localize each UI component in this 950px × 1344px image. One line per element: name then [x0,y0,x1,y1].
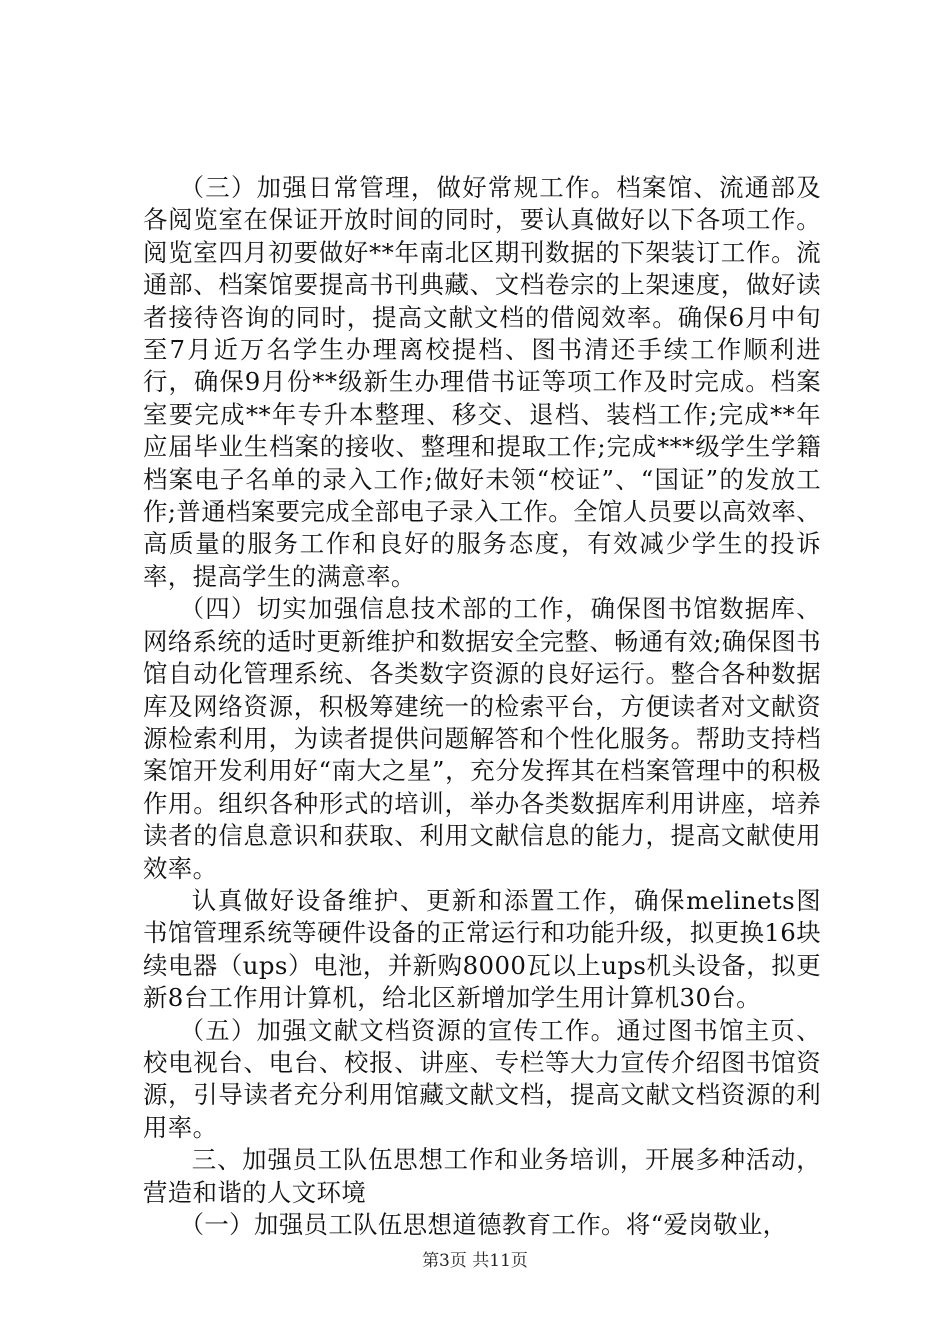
paragraph-equipment-maintenance: 认真做好设备维护、更新和添置工作，确保melinets图书馆管理系统等硬件设备的正常运行和功能升级，拟更换16块续电器（ups）电池，并新购8000瓦以上ups机头设备，拟更新8台工作用计算机，给北区新增加学生用计算机30台。 [143,885,821,1013]
paragraph-daily-management: （三）加强日常管理，做好常规工作。档案馆、流通部及各阅览室在保证开放时间的同时，要认真做好以下各项工作。阅览室四月初要做好**年南北区期刊数据的下架装订工作。流通部、档案馆要提高书刊典藏、文档卷宗的上架速度，做好读者接待咨询的同时，提高文献文档的借阅效率。确保6月中旬至7月近万名学生办理离校提档、图书清还手续工作顺利进行，确保9月份**级新生办理借书证等项工作及时完成。档案室要完成**年专升本整理、移交、退档、装档工作;完成**年应届毕业生档案的接收、整理和提取工作;完成***级学生学籍档案电子名单的录入工作;做好未领“校证”、“国证”的发放工作;普通档案要完成全部电子录入工作。全馆人员要以高效率、高质量的服务工作和良好的服务态度，有效减少学生的投诉率，提高学生的满意率。 [143,173,821,591]
paragraph-moral-education: （一）加强员工队伍思想道德教育工作。将“爱岗敬业， [179,1210,788,1239]
paragraph-promotion: （五）加强文献文档资源的宣传工作。通过图书馆主页、校电视台、电台、校报、讲座、专栏等大力宣传介绍图书馆资源，引导读者充分利用馆藏文献文档，提高文献文档资源的利用率。 [143,1015,821,1142]
page-footer: 第3页 共11页 [422,1251,528,1271]
section-heading-staff-training: 三、加强员工队伍思想工作和业务培训，开展多种活动，营造和谐的人文环境 [143,1145,821,1207]
document-body [143,172,821,1241]
paragraph-it-department: （四）切实加强信息技术部的工作，确保图书馆数据库、网络系统的适时更新维护和数据安全完整、畅通有效;确保图书馆自动化管理系统、各类数字资源的良好运行。整合各种数据库及网络资源，积极筹建统一的检索平台，方便读者对文献资源检索利用，为读者提供问题解答和个性化服务。帮助支持档案馆开发利用好“南大之星”，充分发挥其在档案管理中的积极作用。组织各种形式的培训，举办各类数据库利用讲座，培养读者的信息意识和获取、利用文献信息的能力，提高文献使用效率。 [143,594,821,883]
